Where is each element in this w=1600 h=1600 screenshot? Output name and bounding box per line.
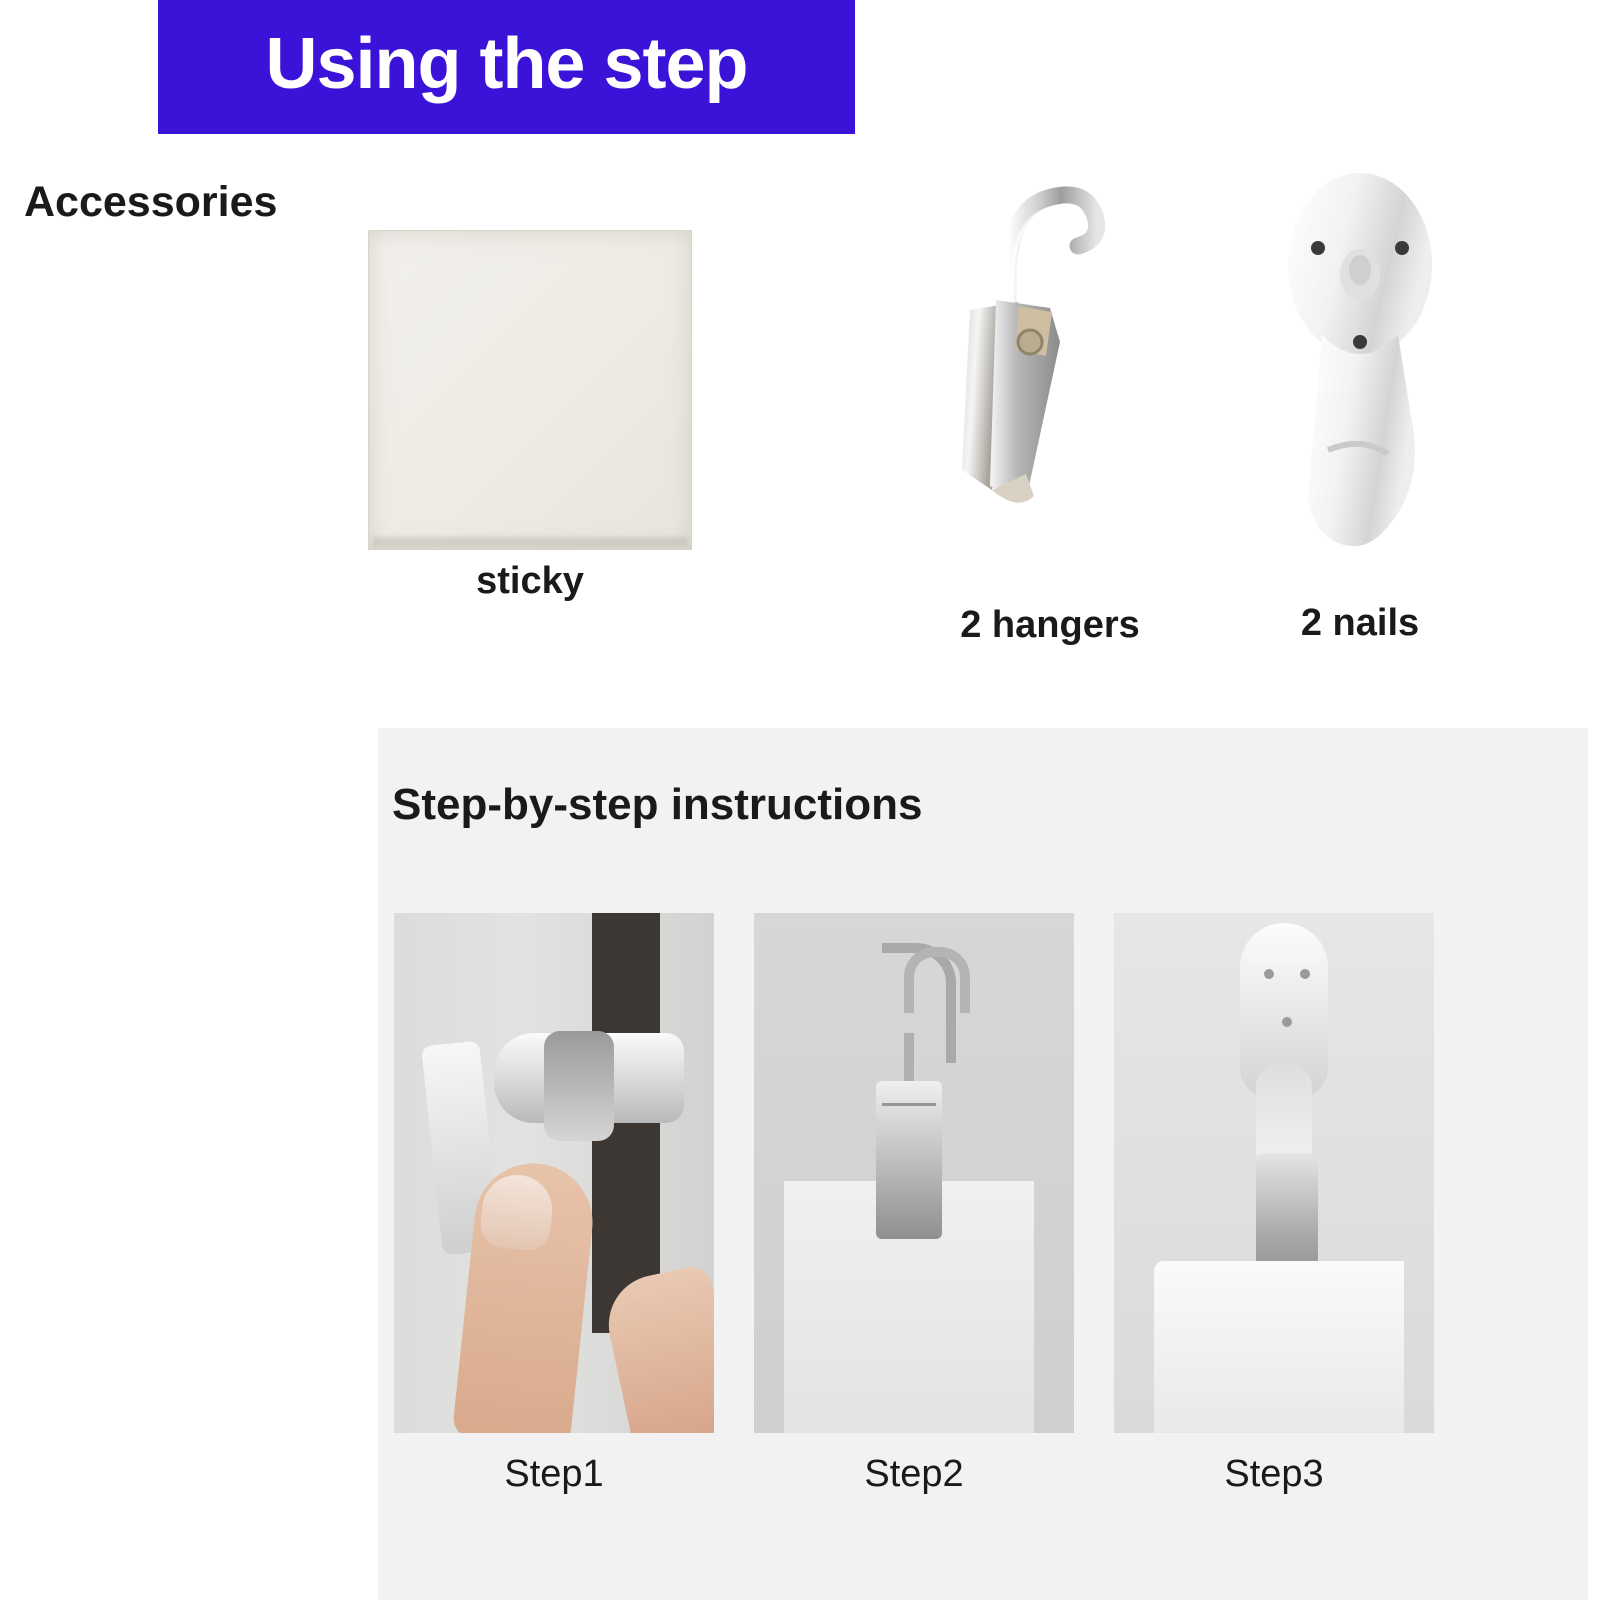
accessory-caption-nails: 2 nails (1300, 602, 1420, 644)
page-title: Using the step (265, 24, 748, 104)
steps-panel (378, 728, 1588, 1600)
accessories-heading: Accessories (24, 178, 278, 226)
title-banner (158, 0, 855, 134)
accessories-row (0, 150, 1600, 690)
step-caption-3: Step3 (1224, 1453, 1324, 1495)
accessory-caption-hangers: 2 hangers (960, 604, 1140, 646)
press-hook-to-wall-photo (394, 913, 714, 1433)
step-caption-1: Step1 (504, 1453, 604, 1495)
clip-holding-paper-photo (754, 913, 1074, 1433)
step-cell-2 (754, 913, 1074, 1495)
nail-hook-icon (1210, 150, 1510, 570)
step-cell-3 (1114, 913, 1434, 1495)
steps-heading: Step-by-step instructions (392, 780, 923, 829)
accessory-caption-sticky: sticky (476, 560, 584, 602)
step-caption-2: Step2 (864, 1453, 964, 1495)
accessory-item-sticky (360, 230, 700, 603)
adhesive-pad-icon (368, 230, 692, 550)
accessory-item-hangers (900, 160, 1200, 647)
hook-with-clip-on-wall-photo (1114, 913, 1434, 1433)
accessory-item-nails (1210, 150, 1510, 645)
step-cell-1 (394, 913, 714, 1495)
hanger-clip-icon (900, 160, 1200, 580)
steps-image-row (394, 913, 1574, 1495)
